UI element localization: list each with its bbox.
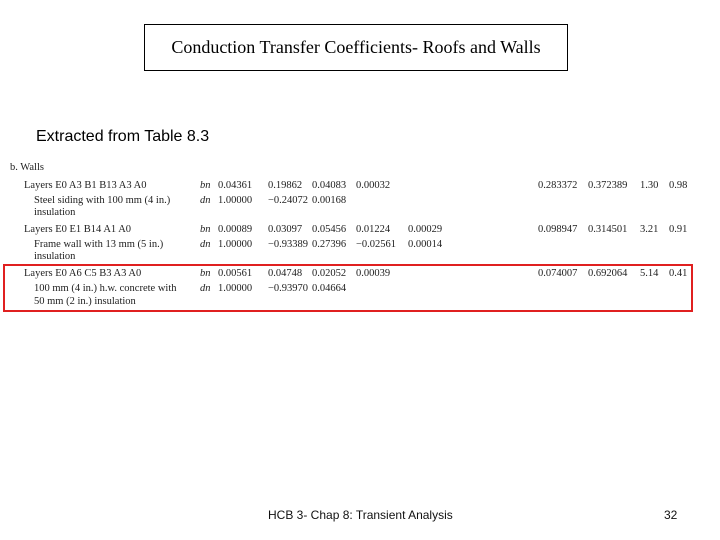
table-cell-c2: −0.93970 — [268, 283, 309, 294]
table-cell-c1: 0.04361 — [218, 180, 253, 191]
table-cell-c4: 0.01224 — [356, 224, 391, 235]
slide-subtitle: Extracted from Table 8.3 — [36, 128, 210, 145]
table-cell-c2: 0.19862 — [268, 180, 303, 191]
table-cell-c2: −0.24072 — [268, 195, 309, 206]
table-cell-c3: 0.02052 — [312, 268, 347, 279]
table-row — [10, 195, 700, 207]
row-symbol: bn — [200, 180, 211, 191]
table-cell-c4: 0.00039 — [356, 268, 391, 279]
page-number: 32 — [664, 508, 678, 522]
table-cell-e2: 0.372389 — [588, 180, 628, 191]
table-cell-e4: 0.91 — [669, 224, 688, 235]
table-section-heading: b. Walls — [10, 162, 44, 173]
row-symbol: dn — [200, 283, 211, 294]
table-row — [10, 180, 700, 192]
table-cell-e1: 0.098947 — [538, 224, 578, 235]
table-cell-c3: 0.05456 — [312, 224, 347, 235]
row-description: 50 mm (2 in.) insulation — [34, 296, 136, 307]
table-cell-e4: 0.98 — [669, 180, 688, 191]
row-description: 100 mm (4 in.) h.w. concrete with — [34, 283, 177, 294]
table-cell-c4: 0.00032 — [356, 180, 391, 191]
table-row — [10, 224, 700, 236]
slide-title-text: Conduction Transfer Coefficients- Roofs and Walls — [171, 37, 541, 57]
table-cell-e1: 0.283372 — [538, 180, 578, 191]
table-cell-c2: 0.04748 — [268, 268, 303, 279]
table-cell-c3: 0.27396 — [312, 239, 347, 250]
table-cell-c1: 0.00561 — [218, 268, 253, 279]
row-description: Frame wall with 13 mm (5 in.) — [34, 239, 164, 250]
table-cell-c3: 0.04083 — [312, 180, 347, 191]
table-cell-e3: 3.21 — [640, 224, 659, 235]
table-cell-e3: 5.14 — [640, 268, 659, 279]
row-description: Layers E0 E1 B14 A1 A0 — [24, 224, 132, 235]
table-cell-c2: 0.03097 — [268, 224, 303, 235]
table-cell-e3: 1.30 — [640, 180, 659, 191]
table-cell-c3: 0.00168 — [312, 195, 347, 206]
table-cell-c1: 1.00000 — [218, 283, 253, 294]
row-description: insulation — [34, 207, 76, 218]
row-description: Layers E0 A6 C5 B3 A3 A0 — [24, 268, 142, 279]
row-symbol: dn — [200, 239, 211, 250]
table-cell-e1: 0.074007 — [538, 268, 578, 279]
table-cell-c3: 0.04664 — [312, 283, 347, 294]
table-cell-e2: 0.692064 — [588, 268, 628, 279]
table-cell-c1: 0.00089 — [218, 224, 253, 235]
table-row — [10, 239, 700, 251]
table-cell-c1: 1.00000 — [218, 195, 253, 206]
row-description: Layers E0 A3 B1 B13 A3 A0 — [24, 180, 147, 191]
highlight-box — [3, 264, 693, 312]
footer-text: HCB 3- Chap 8: Transient Analysis — [268, 508, 453, 522]
table-cell-c5: 0.00029 — [408, 224, 443, 235]
slide-title — [144, 24, 568, 71]
table-cell-c5: 0.00014 — [408, 239, 443, 250]
table-cell-c1: 1.00000 — [218, 239, 253, 250]
row-symbol: bn — [200, 268, 211, 279]
table-row — [10, 251, 700, 263]
table-cell-e2: 0.314501 — [588, 224, 628, 235]
table-cell-c4: −0.02561 — [356, 239, 397, 250]
row-description: insulation — [34, 251, 76, 262]
table-cell-c2: −0.93389 — [268, 239, 309, 250]
table-cell-e4: 0.41 — [669, 268, 688, 279]
table-row — [10, 207, 700, 219]
row-symbol: dn — [200, 195, 211, 206]
row-description: Steel siding with 100 mm (4 in.) — [34, 195, 171, 206]
row-symbol: bn — [200, 224, 211, 235]
